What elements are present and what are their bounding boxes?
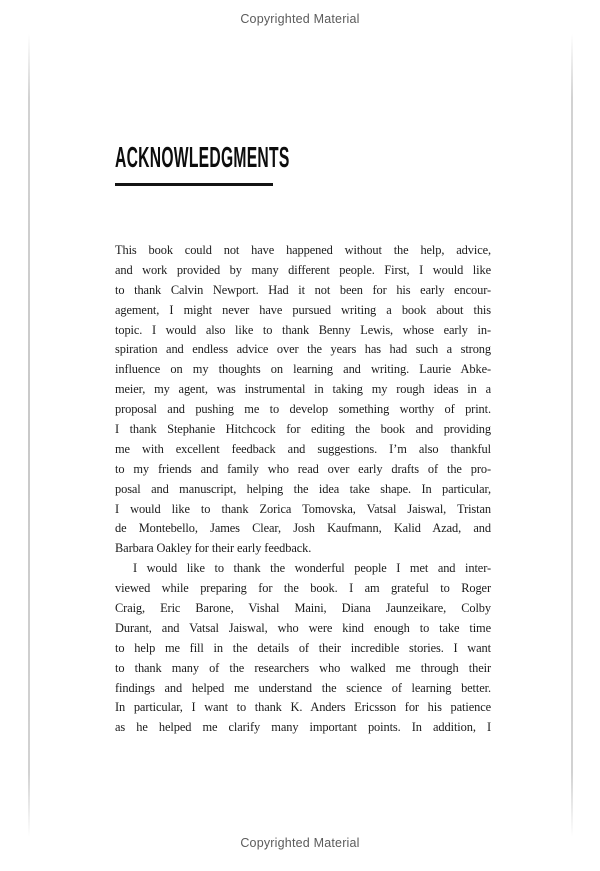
- paragraph: [115, 559, 491, 738]
- page-edge-right: [571, 34, 573, 837]
- text-line: me with excellent feedback and suggestions. I’m also thankful: [115, 441, 491, 456]
- text-line: agement, I might never have pursued writing a book about this: [115, 302, 491, 317]
- text-line: In particular, I want to thank K. Anders Ericsson for his patience: [115, 700, 491, 715]
- text-line: to help me fill in the details of their incredible stories. I want: [115, 640, 491, 655]
- text-line: and work provided by many different people. First, I would like: [115, 262, 491, 277]
- copyright-notice-bottom: Copyrighted Material: [240, 836, 360, 850]
- text-line: proposal and pushing me to develop something worthy of print.: [115, 402, 491, 417]
- text-line: Durant, and Vatsal Jaiswal, who were kind enough to take time: [115, 620, 491, 635]
- text-line: This book could not have happened without the help, advice,: [115, 243, 491, 257]
- text-line: de Montebello, James Clear, Josh Kaufmann, Kalid Azad, and: [115, 521, 491, 536]
- text-line: topic. I would also like to thank Benny Lewis, whose early in-: [115, 322, 491, 337]
- text-line: Craig, Eric Barone, Vishal Maini, Diana Jaunzeikare, Colby: [115, 601, 491, 616]
- page-edge-left: [28, 34, 30, 837]
- text-line: viewed while preparing for the book. I am grateful to Roger: [115, 581, 491, 596]
- text-line: posal and manuscript, helping the idea take shape. In particular,: [115, 481, 491, 496]
- text-line: findings and helped me understand the science of learning better.: [115, 680, 491, 695]
- text-line: to thank many of the researchers who walked me through their: [115, 660, 491, 675]
- page-title: ACKNOWLEDGMENTS: [115, 142, 290, 174]
- text-line: spiration and endless advice over the years has had such a strong: [115, 342, 491, 357]
- text-line: influence on my thoughts on learning and writing. Laurie Abke-: [115, 362, 491, 377]
- chapter-heading-block: [115, 143, 438, 186]
- text-line: I would like to thank the wonderful people I met and inter-: [133, 561, 491, 576]
- text-line: Barbara Oakley for their early feedback.: [115, 541, 312, 556]
- text-block: [115, 241, 491, 738]
- text-line: I thank Stephanie Hitchcock for editing the book and providing: [115, 422, 491, 437]
- text-line: to thank Calvin Newport. Had it not been for his early encour-: [115, 282, 491, 297]
- paragraph: [115, 241, 491, 559]
- text-line: meier, my agent, was instrumental in taking my rough ideas in a: [115, 382, 491, 397]
- text-line: to my friends and family who read over early drafts of the pro-: [115, 461, 491, 476]
- heading-underline: [115, 183, 273, 186]
- text-line: as he helped me clarify many important points. In addition, I: [115, 720, 491, 735]
- text-line: I would like to thank Zorica Tomovska, Vatsal Jaiswal, Tristan: [115, 501, 491, 516]
- copyright-notice-top: Copyrighted Material: [240, 12, 360, 26]
